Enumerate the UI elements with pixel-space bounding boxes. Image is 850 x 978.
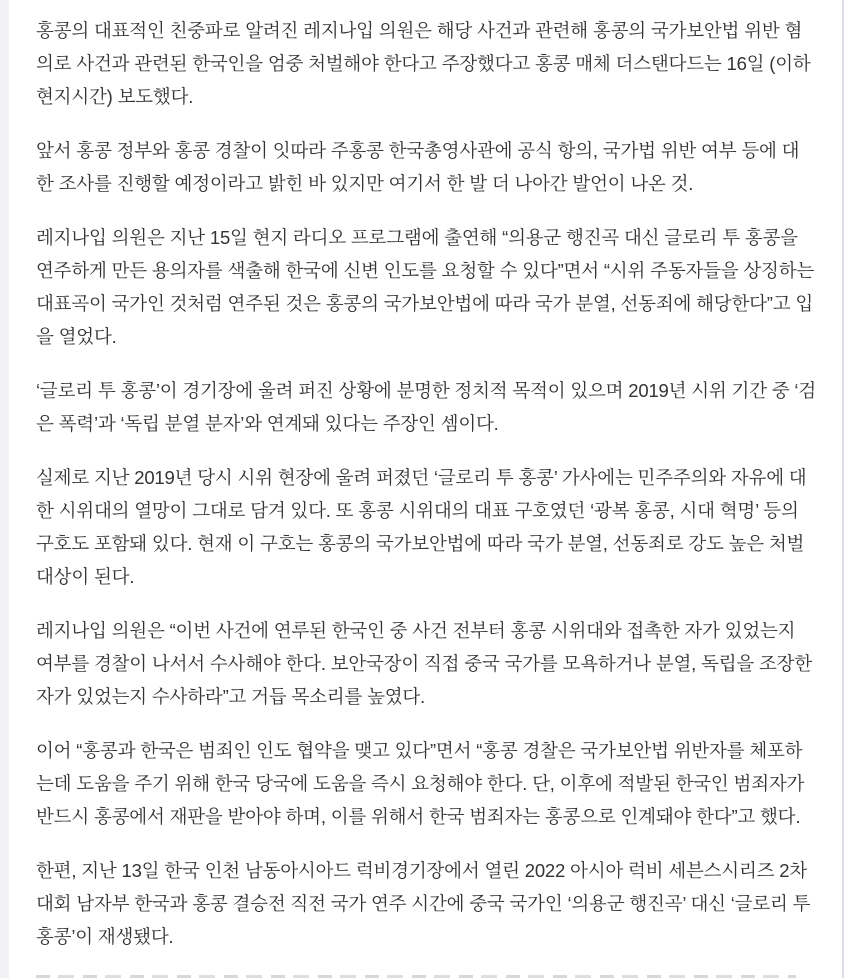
article-paragraph: 실제로 지난 2019년 당시 시위 현장에 울려 퍼졌던 ‘글로리 투 홍콩’ 가사에는 민주주의와 자유에 대한 시위대의 열망이 그대로 담겨 있다. 또 홍콩 시위대의 대표 구호였던 ‘광복 홍콩, 시대 혁명’ 등의 구호도 포함돼 있다. 현재 이 구호는 홍콩의 국가보안법에 따라 국가 분열, 선동죄로 강도 높은 처벌 대상이 된다. — [36, 467, 807, 587]
page-left-gutter — [0, 0, 9, 978]
article-paragraph: 앞서 홍콩 정부와 홍콩 경찰이 잇따라 주홍콩 한국총영사관에 공식 항의, 국가법 위반 여부 등에 대한 조사를 진행할 예정이라고 밝힌 바 있지만 여기서 한 발 더 나아간 발언이 나온 것. — [36, 140, 800, 194]
article-paragraph: 한편, 지난 13일 한국 인천 남동아시아드 럭비경기장에서 열린 2022 아시아 럭비 세븐스시리즈 2차 대회 남자부 한국과 홍콩 결승전 직전 국가 연주 시간에 중국 국가인 ‘의용군 행진곡’ 대신 ‘글로리 투 홍콩’이 재생됐다. — [36, 860, 811, 947]
article-body — [36, 14, 816, 974]
article-paragraph: ‘글로리 투 홍콩’이 경기장에 울려 퍼진 상황에 분명한 정치적 목적이 있으며 2019년 시위 기간 중 ‘검은 폭력’과 ‘독립 분열 분자’와 연계돼 있다는 주장인 셈이다. — [36, 380, 817, 434]
article-paragraph: 홍콩의 대표적인 친중파로 알려진 레지나입 의원은 해당 사건과 관련해 홍콩의 국가보안법 위반 혐의로 사건과 관련된 한국인을 엄중 처벌해야 한다고 주장했다고 홍콩 매체 더스탠다드는 16일 (이하 현지시간) 보도했다. — [36, 20, 811, 107]
article-paragraph: 이어 “홍콩과 한국은 범죄인 인도 협약을 맺고 있다”면서 “홍콩 경찰은 국가보안법 위반자를 체포하는데 도움을 주기 위해 한국 당국에 도움을 즉시 요청해야 한다. 단, 이후에 적발된 한국인 범죄자가 반드시 홍콩에서 재판을 받아야 하며, 이를 위해서 한국 범죄자는 홍콩으로 인계돼야 한다”고 했다. — [36, 740, 805, 827]
article-paragraph: 레지나입 의원은 “이번 사건에 연루된 한국인 중 사건 전부터 홍콩 시위대와 접촉한 자가 있었는지 여부를 경찰이 나서서 수사해야 한다. 보안국장이 직접 중국 국가를 모욕하거나 분열, 독립을 조장한 자가 있었는지 수사하라”고 거듭 목소리를 높였다. — [36, 620, 813, 707]
article-paragraph: 레지나입 의원은 지난 15일 현지 라디오 프로그램에 출연해 “의용군 행진곡 대신 글로리 투 홍콩을 연주하게 만든 용의자를 색출해 한국에 신변 인도를 요청할 수 있다”면서 “시위 주동자들을 상징하는 대표곡이 국가인 것처럼 연주된 것은 홍콩의 국가보안법에 따라 국가 분열, 선동죄에 해당한다”고 입을 열었다. — [36, 227, 815, 347]
content-right-border — [842, 0, 844, 978]
